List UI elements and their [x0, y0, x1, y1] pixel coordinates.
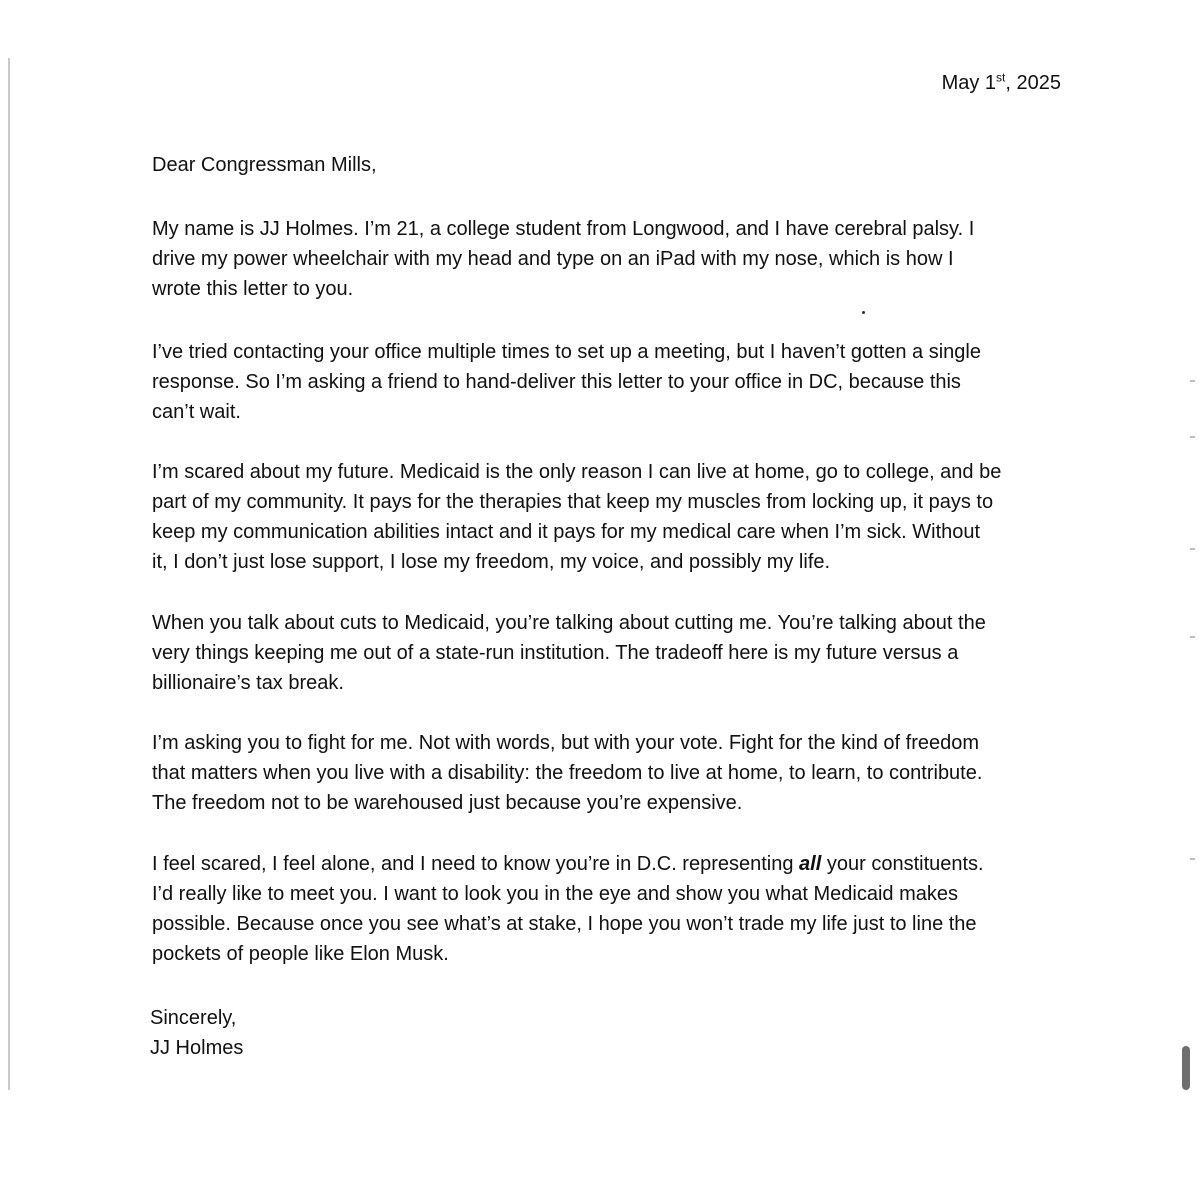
date-month-day: May 1 — [941, 72, 997, 94]
letter-closing — [150, 1003, 243, 1063]
letter-date — [942, 68, 1061, 98]
text-line: The freedom not to be warehoused just because you’re expensive. — [152, 792, 743, 814]
closing-phrase: Sincerely, — [150, 1007, 237, 1029]
vertical-scrollbar-thumb[interactable] — [1182, 1046, 1190, 1090]
date-ordinal: st — [996, 70, 1006, 85]
vertical-scrollbar-track[interactable] — [1184, 58, 1200, 1090]
text-line: pockets of people like Elon Musk. — [152, 943, 449, 965]
text-line: very things keeping me out of a state-run institution. The tradeoff here is my future versus a — [152, 642, 959, 664]
scrollbar-marker — [1190, 858, 1195, 860]
text-line: I’m asking you to fight for me. Not with words, but with your vote. Fight for the kind of freedom — [152, 732, 980, 754]
text-run: your constituents. — [821, 853, 984, 875]
text-line: part of my community. It pays for the therapies that keep my muscles from locking up, it pays to — [152, 491, 994, 513]
text-line: billionaire’s tax break. — [152, 672, 344, 694]
text-line: I’m scared about my future. Medicaid is the only reason I can live at home, go to college, and be — [152, 461, 1002, 483]
scrollbar-marker — [1190, 636, 1195, 638]
paragraph-plea — [152, 849, 1057, 969]
salutation: Dear Congressman Mills, — [152, 154, 377, 176]
paragraph-request — [152, 728, 1057, 818]
paragraph-introduction — [152, 214, 1057, 304]
text-line: response. So I’m asking a friend to hand-deliver this letter to your office in DC, because this — [152, 371, 961, 393]
text-line: keep my communication abilities intact and it pays for my medical care when I’m sick. Without — [152, 521, 981, 543]
paragraph-medicaid-importance — [152, 457, 1057, 577]
paragraph-cuts — [152, 608, 1057, 698]
date-year: , 2025 — [1005, 72, 1061, 94]
text-line: When you talk about cuts to Medicaid, you’re talking about cutting me. You’re talking about the — [152, 612, 986, 634]
text-line: can’t wait. — [152, 401, 241, 423]
stray-mark — [862, 311, 865, 314]
text-line: wrote this letter to you. — [152, 278, 354, 300]
scrollbar-marker — [1190, 436, 1195, 438]
text-line: drive my power wheelchair with my head and type on an iPad with my nose, which is how I — [152, 248, 954, 270]
scrollbar-marker — [1190, 380, 1195, 382]
text-line: I’d really like to meet you. I want to look you in the eye and show you what Medicaid makes — [152, 883, 958, 905]
text-line: it, I don’t just lose support, I lose my freedom, my voice, and possibly my life. — [152, 551, 831, 573]
text-line: My name is JJ Holmes. I’m 21, a college student from Longwood, and I have cerebral palsy. I — [152, 218, 975, 240]
text-run: I feel scared, I feel alone, and I need to know you’re in D.C. representing — [152, 853, 800, 875]
paragraph-contact-attempts — [152, 337, 1057, 427]
signature-name: JJ Holmes — [150, 1037, 244, 1059]
text-line: I’ve tried contacting your office multiple times to set up a meeting, but I haven’t gotten a single — [152, 341, 981, 363]
text-line — [152, 849, 1057, 879]
text-line: that matters when you live with a disability: the freedom to live at home, to learn, to contribute. — [152, 762, 983, 784]
scrollbar-marker — [1190, 548, 1195, 550]
text-line: possible. Because once you see what’s at stake, I hope you won’t trade my life just to line the — [152, 913, 977, 935]
emphasized-word: all — [799, 853, 822, 875]
